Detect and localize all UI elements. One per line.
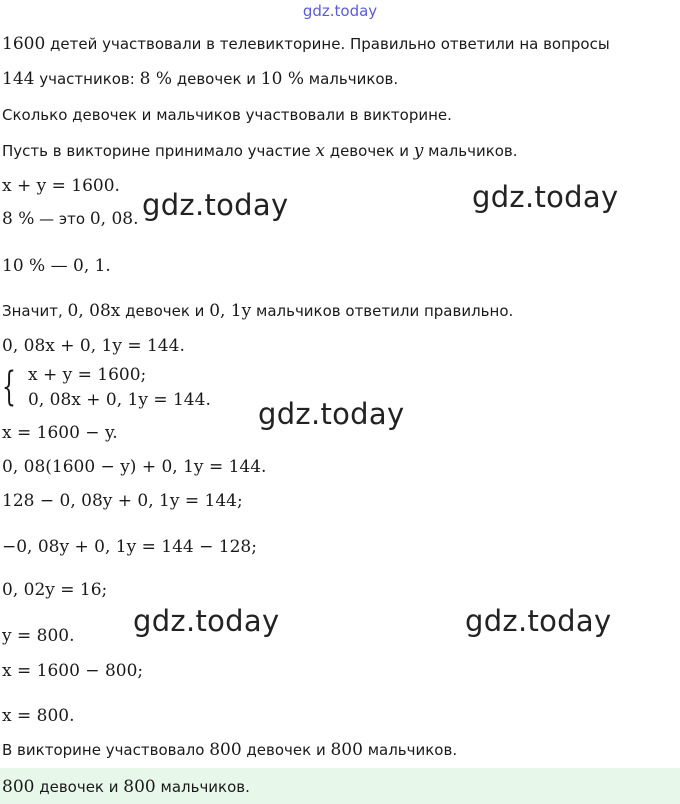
percent-boys: 10 % — 0, 1. [2, 256, 111, 276]
equation-x-value: x = 800. [2, 706, 75, 726]
correct-answers-statement: Значит, 0, 08x девочек и 0, 1y мальчиков ответили правильно. [2, 301, 514, 321]
equation-sum: x + y = 1600. [2, 176, 120, 196]
equation-moved: −0, 08y + 0, 1y = 144 − 128; [2, 537, 257, 557]
watermark: gdz.today [472, 180, 619, 214]
equation-substitution: 0, 08(1600 − y) + 0, 1y = 144. [2, 457, 267, 477]
equation-simplified: 0, 02y = 16; [2, 580, 108, 600]
header-watermark: gdz.today [302, 2, 378, 20]
watermark: gdz.today [258, 397, 405, 431]
percent-girls: 8 % — это 0, 08. [2, 209, 139, 229]
system-line-2: 0, 08x + 0, 1y = 144. [28, 390, 211, 410]
equation-correct: 0, 08x + 0, 1y = 144. [2, 336, 185, 356]
equation-y-value: y = 800. [2, 626, 75, 646]
equation-x-expression: x = 1600 − y. [2, 423, 118, 443]
answer-box [0, 768, 680, 804]
equation-x-substitution: x = 1600 − 800; [2, 661, 144, 681]
system-line-1: x + y = 1600; [28, 365, 147, 385]
let-statement: Пусть в викторине принимало участие x девочек и y мальчиков. [2, 141, 518, 161]
watermark: gdz.today [133, 604, 280, 638]
watermark: gdz.today [142, 188, 289, 222]
problem-line-2: 144 участников: 8 % девочек и 10 % мальчиков. [2, 69, 399, 89]
watermark: gdz.today [465, 604, 612, 638]
system-brace: { [2, 364, 16, 410]
question: Сколько девочек и мальчиков участвовали в викторине. [2, 106, 452, 124]
conclusion: В викторине участвовало 800 девочек и 800 мальчиков. [2, 740, 458, 760]
answer-text: 800 девочек и 800 мальчиков. [2, 777, 250, 797]
problem-line-1: 1600 детей участвовали в телевикторине. Правильно ответили на вопросы [2, 34, 610, 54]
equation-expanded: 128 − 0, 08y + 0, 1y = 144; [2, 491, 243, 511]
